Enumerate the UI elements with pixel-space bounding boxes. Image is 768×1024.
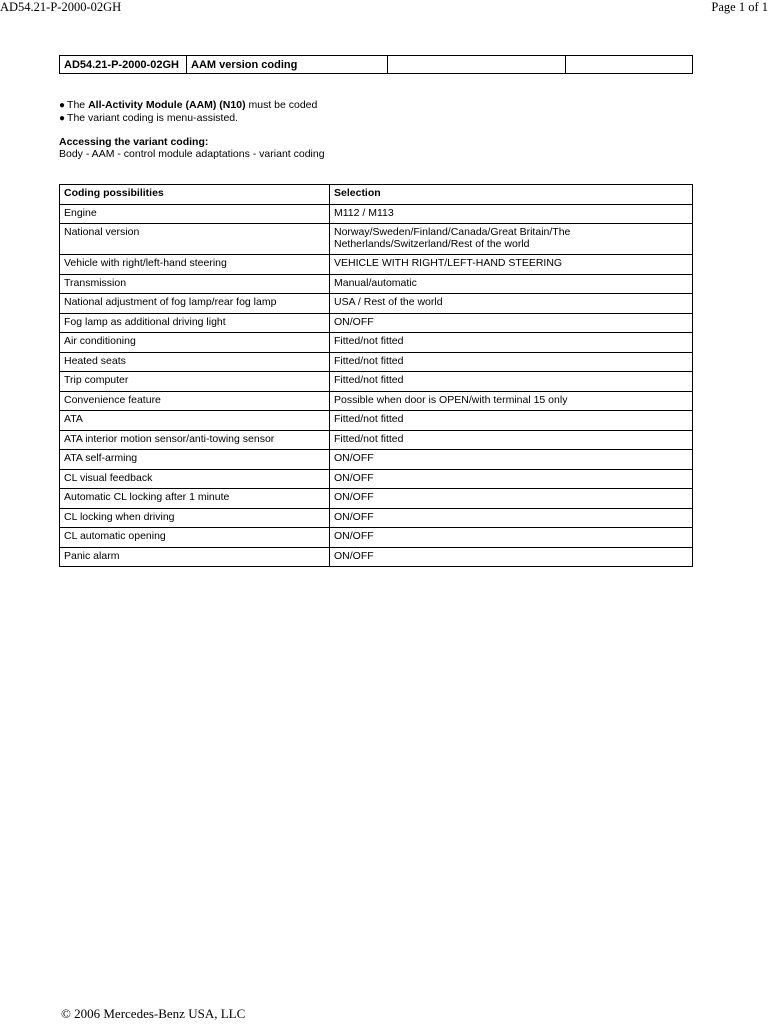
- selection-cell: ON/OFF: [330, 469, 693, 489]
- table-row: [60, 333, 693, 353]
- coding-cell: Panic alarm: [60, 547, 330, 567]
- selection-cell: [330, 224, 693, 255]
- bullet-item: [59, 112, 699, 125]
- selection-cell: ON/OFF: [330, 313, 693, 333]
- coding-cell: Trip computer: [60, 372, 330, 392]
- coding-table: [59, 184, 693, 567]
- selection-line: Netherlands/Switzerland/Rest of the world: [334, 237, 530, 250]
- selection-cell: ON/OFF: [330, 489, 693, 509]
- bullet-text-suffix: must be coded: [245, 99, 318, 111]
- selection-cell: M112 / M113: [330, 204, 693, 224]
- table-row: [60, 294, 693, 314]
- coding-cell: ATA self-arming: [60, 450, 330, 470]
- selection-cell: Possible when door is OPEN/with terminal 15 only: [330, 391, 693, 411]
- bullet-item: [59, 99, 699, 112]
- column-header-coding: Coding possibilities: [60, 185, 330, 205]
- table-row: [60, 255, 693, 275]
- table-row: [60, 508, 693, 528]
- table-row: [60, 352, 693, 372]
- id-table-row: [60, 56, 693, 74]
- coding-cell: CL automatic opening: [60, 528, 330, 548]
- bullet-text: The variant coding is menu-assisted.: [67, 112, 239, 124]
- id-table-title: AAM version coding: [187, 56, 388, 74]
- table-row: [60, 469, 693, 489]
- document-id-table: [59, 55, 693, 74]
- selection-cell: Fitted/not fitted: [330, 372, 693, 392]
- selection-cell: VEHICLE WITH RIGHT/LEFT-HAND STEERING: [330, 255, 693, 275]
- selection-cell: USA / Rest of the world: [330, 294, 693, 314]
- table-row: [60, 430, 693, 450]
- module-name: All-Activity Module (AAM) (N10): [88, 99, 246, 111]
- document-id: AD54.21-P-2000-02GH: [0, 0, 122, 14]
- selection-cell: Fitted/not fitted: [330, 333, 693, 353]
- coding-cell: Air conditioning: [60, 333, 330, 353]
- selection-cell: ON/OFF: [330, 528, 693, 548]
- coding-table-header-row: [60, 185, 693, 205]
- page-number: Page 1 of 1: [711, 0, 768, 14]
- coding-cell: Transmission: [60, 274, 330, 294]
- page-header: [0, 0, 768, 16]
- table-row: [60, 204, 693, 224]
- coding-cell: Convenience feature: [60, 391, 330, 411]
- selection-cell: ON/OFF: [330, 508, 693, 528]
- coding-cell: Fog lamp as additional driving light: [60, 313, 330, 333]
- selection-cell: Fitted/not fitted: [330, 430, 693, 450]
- coding-cell: National adjustment of fog lamp/rear fog lamp: [60, 294, 330, 314]
- selection-cell: ON/OFF: [330, 547, 693, 567]
- bullet-text-prefix: The: [67, 99, 89, 111]
- table-row: [60, 224, 693, 255]
- table-row: [60, 547, 693, 567]
- coding-cell: National version: [60, 224, 330, 255]
- table-row: [60, 391, 693, 411]
- column-header-selection: Selection: [330, 185, 693, 205]
- access-heading: Accessing the variant coding:: [59, 136, 209, 148]
- table-row: [60, 528, 693, 548]
- coding-cell: Heated seats: [60, 352, 330, 372]
- id-table-empty-cell: [566, 56, 693, 74]
- table-row: [60, 489, 693, 509]
- id-table-empty-cell: [388, 56, 566, 74]
- coding-cell: CL visual feedback: [60, 469, 330, 489]
- table-row: [60, 313, 693, 333]
- selection-cell: ON/OFF: [330, 450, 693, 470]
- coding-cell: ATA: [60, 411, 330, 431]
- bullet-dot-icon: ●: [59, 100, 66, 111]
- table-row: [60, 274, 693, 294]
- access-path: Body - AAM - control module adaptations - variant coding: [59, 148, 325, 160]
- coding-cell: ATA interior motion sensor/anti-towing sensor: [60, 430, 330, 450]
- selection-line: Norway/Sweden/Finland/Canada/Great Britain/The: [334, 226, 571, 238]
- table-row: [60, 450, 693, 470]
- selection-cell: Fitted/not fitted: [330, 411, 693, 431]
- table-row: [60, 411, 693, 431]
- selection-cell: Fitted/not fitted: [330, 352, 693, 372]
- bullet-dot-icon: ●: [59, 113, 66, 124]
- coding-cell: CL locking when driving: [60, 508, 330, 528]
- table-row: [60, 372, 693, 392]
- intro-section: [59, 99, 699, 160]
- coding-cell: Vehicle with right/left-hand steering: [60, 255, 330, 275]
- selection-cell: Manual/automatic: [330, 274, 693, 294]
- id-table-code: AD54.21-P-2000-02GH: [60, 56, 187, 74]
- coding-cell: Automatic CL locking after 1 minute: [60, 489, 330, 509]
- copyright-footer: © 2006 Mercedes-Benz USA, LLC: [61, 1006, 246, 1021]
- coding-cell: Engine: [60, 204, 330, 224]
